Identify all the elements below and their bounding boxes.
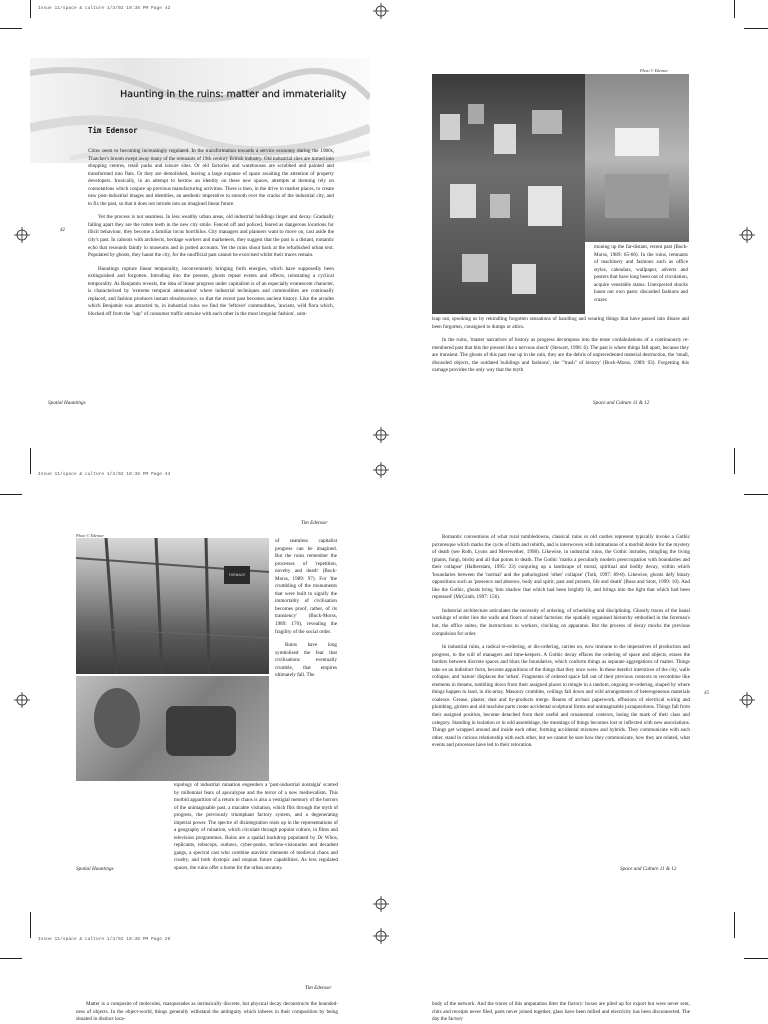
paragraph: In industrial ruins, a radical re-ordering, or dis-ordering, carries on, now immune to the imperatives of production and progress, to the will of managers and time-keepers. A Gothic decay effaces the ordering of space and objects, erases the borders between discrete spaces and blurs the boundaries, which conform things as separate aggregations of matter. Things take on an indistinct form, become apparitions of the things that they once were. In these derelict interstices of the city, walls collapse, and 'nature' displaces the 'urban'. Fragments of ordered space fall out of their previous contexts to recombine like elements in dreams, tumbling down from their assigned places to mingle in a random, ongoing re-ordering, shaped by where things happen to land, in dis-array. Masonry crumbles, ceilings fall down and wild arrangements of heterogeneous materials coalesce. Grease, plaster, dust and by-products merge. Reams of archaic paperwork, effusions of electrical wiring and plumbing, girders and old machine parts create accidental sculptural forms and unimaginable juxtapositions. Things fall from their assigned position, become detached from their useful and ornamental contexts, losing the mark of their class and category. Standing in isolation or in odd assemblage, the meanings of things becomes lost or inflected with new associations. Things get wrapped around and inside each other, forming accidental mixtures and hybrids. They communicate with each other, stand in curious relationship with each other, but we cannot be sure how they communicate, how they are related, what events and processes have led to their relocation. (432, 644, 690, 749)
sheet3-slug: Issue 11/space & culture 1/3/02 10:38 PM Page 26 (38, 937, 171, 942)
article-photo-pinups (432, 74, 585, 314)
paragraph: Industrial architecture articulates the necessity of ordering, of scheduling and disciplining. Ghostly traces of the banal workings of order line the walls and floors of ruined factories: the spatially organised hierarchy embodied in the foreman's hut, the office suites, the instructions to workers, clocking on apparatus. But the process of decay mocks the previous compulsion for order. (432, 607, 690, 637)
crop-mark (734, 448, 735, 474)
paragraph: topology of industrial ruination engenders a 'post-industrial nostalgia' scarred by millennial fears of apocalypse and the terror of a new medievalism. This morbid apparition of a return to chaos is also a vestigial memory of the horrors of the unimaginable past, a macabre visitation, which flits through the myth of progress, the previously triumphant factory system, and a degenerating imperial power. The spectre of disintegration rears up in the representations of a geography of ruination, which circulate through popular culture, in films and television programmes. Ruins are a spatial backdrop populated by Dr Whos, replicants, robocops, outlaws, cyber-punks, techno-visionaries and decadent gangs, a spectral cast who combine atavistic elements of medieval chaos and cruelty, and both dystopic and utopian future capabilities. As less regulated spaces, the ruins offer a home for the urban uncanny. (174, 782, 338, 872)
crop-mark (0, 958, 22, 959)
article-body-sheet1-left (88, 148, 334, 324)
registration-mark-icon (373, 928, 389, 944)
running-head: Tim Edensor (301, 520, 328, 526)
registration-mark-icon (14, 692, 30, 708)
running-head: Tim Edensor (305, 985, 332, 991)
furnace-sign: FURNACE (224, 566, 250, 584)
factory-beams-icon (76, 538, 269, 674)
sheet2-slug: Issue 11/space & culture 1/3/02 10:38 PM Page 44 (38, 472, 171, 477)
wrap-text-column (275, 538, 337, 686)
paragraph: Ruins have long symbolised the fear that civilisations eventually crumble, that empires ultimately fall. The (275, 642, 337, 679)
article-body-sheet2-left (76, 782, 338, 879)
crop-mark (744, 494, 768, 495)
running-foot: Spatial Hauntings (48, 400, 86, 406)
registration-mark-icon (14, 227, 30, 243)
article-author: Tim Edensor (88, 126, 138, 135)
sheet1-slug: Issue 11/space & culture 1/3/02 10:38 PM Page 42 (38, 6, 171, 11)
wrap-text-column (594, 244, 688, 310)
crop-mark (744, 958, 768, 959)
crop-mark (744, 28, 768, 29)
paragraph: Cities seem to becoming increasingly regulated. In the transformation towards a service economy during the 1980s, Thatcher's broom swept away many of the remnants of 19th century British industry. Old industrial sites are turned into shopping centres, retail parks and leisure sites. Or old factories and warehouses are scrubbed and painted and transformed into flats. Or they are demolished, leaving a large expanse of space awaiting the attention of property developers. Ironically, in an attempt to bestow an identity on these new spaces, attempts at theming rely on connotations which conjure up previous manufacturing activities. There is then, in the drive to market places, to create new post-industrial images and identities, an aesthetic imperative to smooth over the cracks of the industrial city, and to fix the past, so that it does not intrude into an imagined linear future. (88, 148, 334, 207)
paragraph: of seamless capitalist progress can be imagined. But the ruins remember the processes of 'repetition, novelty and death' (Buck-Morss, 1989: 97). For 'the crumbling of the monuments that were built to signify the immortality of civilisation becomes proof, rather, of its transiency' (Buck-Morss, 1989: 170), revealing the fragility of the social order. (275, 538, 337, 635)
crop-mark (30, 448, 31, 474)
paragraph: Romantic conventions of what rural tumbledowns, classical ruins or old castles represent typically invoke a Gothic picturesque which marks the cycle of birth and rebirth, and is interwoven with intimations of a morbid desire for the mystery of death (see Roth, Lyons and Merewether, 1998). Likewise, in industrial ruins, the Gothic intrudes, mingling the living (plants, fungi, birds) and all that points to death. The Gothic 'marks a peculiarly modern preoccupation with boundaries and their collapse' (Halberstam, 1995: 23) conjuring up a landscape of moral, spiritual and bodily decay, within which 'boundaries between the 'normal' and the pathologized 'other' collapse' (Toth, 1997: 89-8). Likewise, ghosts defy binary oppositions such as 'presence and absence, body and spirit, past and present, life and death' (Buse and Stott, 1999: 10). And like the Gothic, ghosts bring 'into shadow that which had been brightly lit, and brings into the light that which had been repressed' (McGrath, 1997: 156). (432, 534, 690, 601)
registration-mark-icon (739, 692, 755, 708)
paragraph: Hauntings rupture linear temporality, inconveniently bringing forth energies, which have supposedly been extinguished and forgotten. Intruding into the present, ghosts repeat events and effects, reinstating a cyclical temporality. As Benjamin reveals, the idea of linear progress under capitalism is of an especially evanescent character, is characterised by 'extreme temporal attenuation' where industrial techniques and commodities are continually replaced, and fashion produces instant obsolescence, so that the recent past becomes ancient history. Like the arcades which Benjamin was attracted to, in industrial ruins we find the 'leftover' commodities, 'ancient, wild flora which, blocked off from the "sap" of consumer traffic entwine with each other in the most irregular fashion', sum- (88, 265, 334, 317)
paragraph: In the ruins, 'master narratives of history as progress decompose into the tense cordabulations of a continuously re-membered past that hits the present like a nervous shock' (Stewart, 1996: 6). The past is where things fall apart, because they are transient. The ghosts of this past rear up in the ruin, they are the debris of unprecedented material destruction, the 'small, discarded objects, the outdated buildings and fashions', the '"trash" of history' (Buck-Morss, 1989: 93). Forgetting this carnage provides the only way that the myth (432, 337, 689, 374)
running-foot: Space and Culture 11 & 12 (620, 866, 677, 872)
article-body-sheet1-right (432, 316, 689, 381)
paragraph: body of the network. And the traces of this amputation litter the factory: boxes are piled up for export but were never sent, chits and receipts never filed, parts never joined together, glass have been milled and electricity has been disconnected. The day the factory (432, 1001, 690, 1023)
paragraph: Matter is a composite of molecules, masquerades as intrinsically discrete, but physical decay deconstructs the bounded-ness of objects. In the object-world, things generally withstand the ambiguity which inheres in their composition by being situated in distinct loca- (76, 1001, 338, 1023)
page-number-42: 42 (60, 228, 65, 233)
crop-mark (0, 494, 22, 495)
article-title: Haunting in the ruins: matter and immateriality (120, 89, 347, 100)
article-body-sheet3-left (76, 1001, 338, 1024)
paragraph: Yet the process is not seamless. In less wealthy urban areas, old industrial buildings linger and decay. Gradually falling apart they are the rotten teeth in the new city smile. Fenced off and policed, feared as dangerous locations for illicit behaviour, they become a familiar locus horribilus. City managers and planners want to move on, cast aside the city's past. In cahoots with architects, heritage workers and marketeers, they suggest that the past is a distant, romantic echo that resounds faintly in museums and in potted accounts. Yet the ruins shout back at the refurbished urban text. Populated by ghosts, they haunt the city, for the unofficial past cannot be exorcised whilst their traces remain. (88, 214, 334, 259)
crop-mark (30, 912, 31, 938)
registration-mark-icon (739, 227, 755, 243)
article-body-sheet3-right (432, 1001, 690, 1024)
registration-mark-icon (373, 3, 389, 19)
running-foot: Spatial Hauntings (76, 866, 114, 872)
photo-credit: Photo © Edensor (76, 533, 104, 538)
article-photo-factory-interior (76, 538, 269, 674)
paragraph: moning up the far-distant, recent past (Buck-Morss, 1989: 65-66). In the ruins, remnants of machinery and fashions such as office styles, calendars, wallpaper, adverts and posters that have long been out of circulation, acquire venerable status. Unexpected shocks haunt our own pasts: discarded fashions and crazes (594, 244, 688, 303)
article-photo-poster (585, 74, 689, 242)
registration-mark-icon (373, 427, 389, 443)
crop-mark (734, 912, 735, 938)
paragraph: leap out, spooking us by rekindling forgotten sensations of handling and wearing things that have passed into disuse and been forgotten, consigned to dumps or attics. (432, 316, 689, 330)
registration-mark-icon (373, 896, 389, 912)
article-body-sheet2-right (432, 534, 690, 756)
article-photo-gloves (76, 676, 269, 781)
running-foot: Space and Culture 11 & 12 (593, 400, 650, 406)
registration-mark-icon (373, 462, 389, 478)
crop-mark (734, 0, 735, 18)
crop-mark (30, 0, 31, 18)
page-number-45: 45 (704, 691, 709, 696)
crop-mark (0, 28, 22, 29)
photo-credit: Photo © Edensor (640, 68, 668, 73)
